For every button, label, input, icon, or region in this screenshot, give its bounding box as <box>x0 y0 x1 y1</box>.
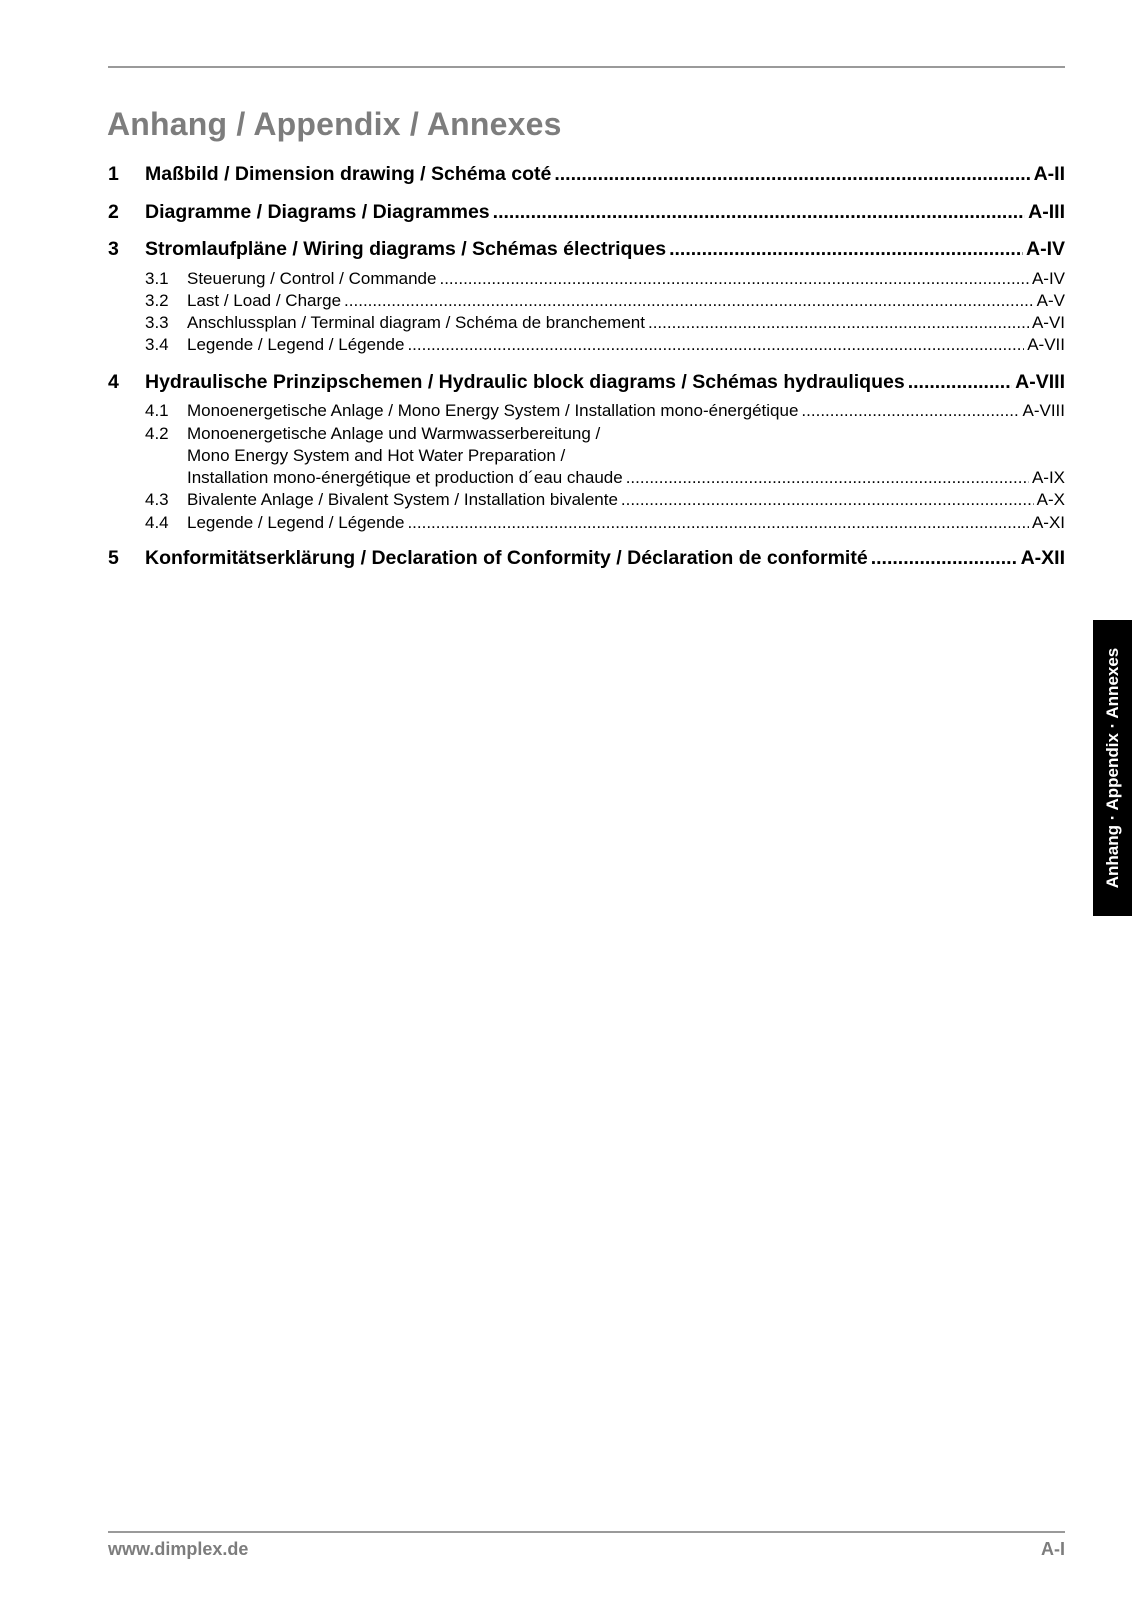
toc-title: Hydraulische Prinzipschemen / Hydraulic block diagrams / Schémas hydrauliques <box>145 371 905 393</box>
dot-leader <box>407 334 1024 356</box>
toc-entry-4-2-line1[interactable] <box>108 423 1065 445</box>
toc-number: 5 <box>108 547 119 569</box>
dot-leader <box>908 369 1012 395</box>
toc-entry-4-4[interactable] <box>108 512 1065 534</box>
toc-title: Installation mono-énergétique et production d´eau chaude <box>187 468 623 487</box>
toc-number: 2 <box>108 201 119 223</box>
dot-leader <box>344 290 1034 312</box>
toc-number: 3.1 <box>145 269 169 288</box>
top-rule <box>108 66 1065 68</box>
dot-leader <box>626 467 1029 489</box>
toc-title: Konformitätserklärung / Declaration of Conformity / Déclaration de conformité <box>145 547 868 569</box>
toc-number: 4.4 <box>145 513 169 532</box>
toc-entry-3-2[interactable] <box>108 290 1065 312</box>
toc-title: Maßbild / Dimension drawing / Schéma coté <box>145 163 552 185</box>
dot-leader <box>554 161 1030 187</box>
toc-entry-3-4[interactable] <box>108 334 1065 356</box>
toc-number: 3.4 <box>145 335 169 354</box>
side-tab[interactable] <box>1093 620 1132 916</box>
toc-entry-5[interactable] <box>108 545 1065 571</box>
dot-leader <box>669 236 1023 262</box>
toc-number: 4 <box>108 371 119 393</box>
toc-page: A-X <box>1036 490 1065 509</box>
toc-title: Legende / Legend / Légende <box>187 513 405 532</box>
toc-entry-4-1[interactable] <box>108 400 1065 422</box>
page-title: Anhang / Appendix / Annexes <box>107 106 562 142</box>
dot-leader <box>493 199 1026 225</box>
toc-entry-3-1[interactable] <box>108 268 1065 290</box>
toc-entry-4-3[interactable] <box>108 489 1065 511</box>
toc-title: Bivalente Anlage / Bivalent System / Installation bivalente <box>187 490 618 509</box>
toc-title-line1: Monoenergetische Anlage und Warmwasserbereitung / <box>187 424 601 443</box>
toc-title: Monoenergetische Anlage / Mono Energy System / Installation mono-énergétique <box>187 401 799 420</box>
toc-page: A-III <box>1028 201 1065 223</box>
toc-number: 3 <box>108 238 119 260</box>
toc-page: A-II <box>1033 163 1065 185</box>
toc-entry-1[interactable] <box>108 161 1065 187</box>
toc-entry-4-2[interactable] <box>108 467 1065 489</box>
footer-website[interactable]: www.dimplex.de <box>108 1539 249 1559</box>
toc-number: 4.1 <box>145 401 169 420</box>
toc-page: A-VI <box>1031 313 1065 332</box>
toc-entry-3[interactable] <box>108 236 1065 262</box>
dot-leader <box>407 512 1029 534</box>
toc-title: Anschlussplan / Terminal diagram / Schéma de branchement <box>187 313 645 332</box>
toc-entry-2[interactable] <box>108 199 1065 225</box>
toc-title: Last / Load / Charge <box>187 291 342 310</box>
toc-page: A-VII <box>1027 335 1065 354</box>
dot-leader <box>439 268 1028 290</box>
toc-page: A-IV <box>1026 238 1065 260</box>
toc-title: Stromlaufpläne / Wiring diagrams / Schémas électriques <box>145 238 667 260</box>
dot-leader <box>801 400 1019 422</box>
toc-page: A-XI <box>1031 513 1065 532</box>
toc-page: A-XII <box>1020 547 1065 569</box>
dot-leader <box>648 312 1029 334</box>
toc-number: 3.3 <box>145 313 169 332</box>
toc-title: Steuerung / Control / Commande <box>187 269 437 288</box>
dot-leader <box>871 545 1018 571</box>
toc-number: 4.2 <box>145 424 169 443</box>
toc-page: A-V <box>1036 291 1065 310</box>
toc-number: 3.2 <box>145 291 169 310</box>
bottom-rule <box>108 1531 1065 1533</box>
toc-title: Legende / Legend / Légende <box>187 335 405 354</box>
toc-page: A-IX <box>1031 468 1065 487</box>
toc-page: A-VIII <box>1022 401 1065 420</box>
footer-page-number: A-I <box>1041 1539 1065 1559</box>
side-tab-label: Anhang · Appendix · Annexes <box>1102 647 1122 889</box>
toc-entry-3-3[interactable] <box>108 312 1065 334</box>
toc-title-line2: Mono Energy System and Hot Water Preparation / <box>187 446 566 465</box>
toc-entry-4[interactable] <box>108 369 1065 395</box>
toc-page: A-VIII <box>1015 371 1065 393</box>
dot-leader <box>621 489 1034 511</box>
toc-number: 4.3 <box>145 490 169 509</box>
toc-number: 1 <box>108 163 119 185</box>
toc-title: Diagramme / Diagrams / Diagrammes <box>145 201 490 223</box>
toc-page: A-IV <box>1031 269 1065 288</box>
